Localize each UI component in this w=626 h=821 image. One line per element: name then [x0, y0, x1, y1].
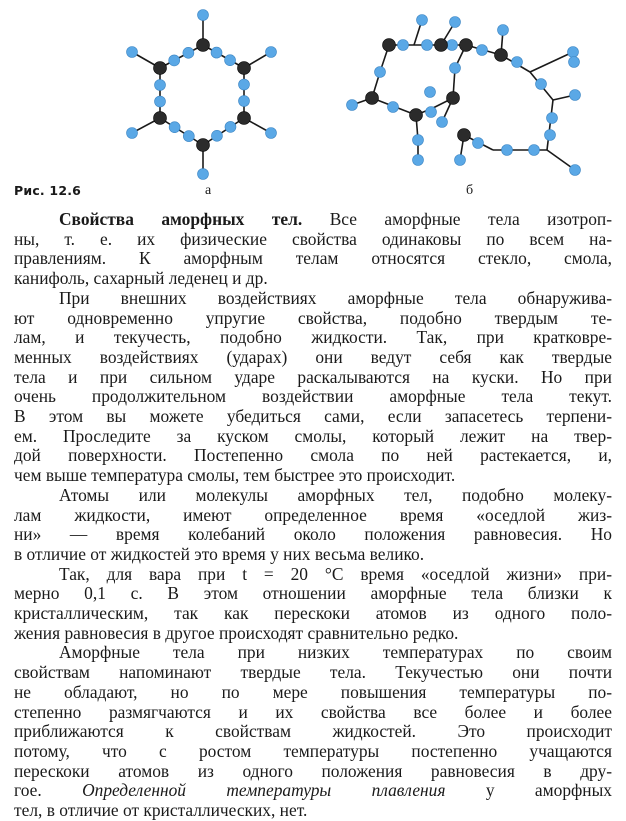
light-atom [512, 57, 523, 68]
text-line [14, 407, 612, 427]
text-line [14, 506, 612, 526]
line-text: в отличие от жидкостей это время у них весьма велико. [14, 543, 425, 564]
line-text: тел, в отличие от кристаллических, нет. [14, 800, 308, 821]
text-line [14, 781, 612, 801]
light-atom [266, 47, 277, 58]
light-atom [127, 47, 138, 58]
dark-atom [154, 112, 167, 125]
light-atom [413, 135, 424, 146]
figure-caption: Рис. 12.6 [14, 183, 82, 198]
dark-atom [447, 92, 460, 105]
light-atom [426, 107, 437, 118]
text-line [14, 742, 612, 762]
bond-line [203, 118, 244, 145]
text-line [14, 230, 612, 250]
light-atom [183, 131, 194, 142]
dark-atom [154, 62, 167, 75]
text-line [14, 368, 612, 388]
light-atom [450, 63, 461, 74]
text-line [14, 269, 612, 289]
molecular-structure-figure [0, 0, 626, 200]
light-atom [266, 128, 277, 139]
light-atom [529, 145, 540, 156]
light-atom [388, 102, 399, 113]
text-line [14, 683, 612, 703]
text-line [14, 328, 612, 348]
light-atom [536, 79, 547, 90]
text-line [14, 427, 612, 447]
dark-atom [495, 49, 508, 62]
light-atom [413, 155, 424, 166]
line-text: Все аморфные тела изотроп- [302, 209, 612, 229]
line-fragment: гое. Определенной температуры плавления [14, 780, 446, 801]
line-text: При внешних воздействиях аморфные тела обнаружива- [59, 287, 612, 308]
dark-atom [197, 139, 210, 152]
light-atom [198, 169, 209, 180]
dark-atom [238, 112, 251, 125]
light-atom [547, 113, 558, 124]
light-atom [211, 130, 222, 141]
light-atom [239, 79, 250, 90]
line-text: потому, что с ростом температуры постепенно учащаются [14, 740, 612, 761]
line-text: дой поверхности. Постепенно смола по ней растекается, и, [14, 445, 612, 466]
dark-atom [197, 39, 210, 52]
line-text: ем. Проследите за куском смолы, который лежит на твер- [14, 425, 612, 446]
dark-atom [366, 92, 379, 105]
text-line [14, 722, 612, 742]
line-text: Аморфные тела при низких температурах по своим [59, 642, 612, 663]
light-atom [437, 117, 448, 128]
light-atom [183, 47, 194, 58]
text-line [14, 289, 612, 309]
text-line [14, 565, 612, 585]
line-text: лам, и текучесть, подобно жидкости. Так, при кратковре- [14, 327, 612, 348]
text-line [14, 525, 612, 545]
bond-line [547, 100, 553, 150]
light-atom [447, 40, 458, 51]
light-atom [127, 128, 138, 139]
text-line [14, 249, 612, 269]
light-atom [569, 57, 580, 68]
line-text: приближаются к свойствам жидкостей. Это происходит [14, 721, 612, 742]
dark-atom [435, 39, 448, 52]
light-atom [198, 10, 209, 21]
light-atom [375, 67, 386, 78]
line-text: мерно 0,1 с. В этом отношении аморфные тела близки к [14, 583, 612, 604]
text-body [14, 210, 612, 821]
light-atom [225, 55, 236, 66]
paragraph [14, 486, 612, 565]
light-atom [398, 40, 409, 51]
text-line [14, 309, 612, 329]
dark-atom [460, 39, 473, 52]
line-text: тела и при сильном ударе раскалываются на куски. Но при [14, 366, 612, 387]
text-line [14, 584, 612, 604]
bond-line [160, 45, 203, 68]
line-text: В этом вы можете убедиться сами, если запасетесь терпени- [14, 406, 612, 427]
light-atom [570, 90, 581, 101]
bond-line [203, 45, 244, 68]
line-text: Так, для вара при t = 20 °С время «оседлой жизни» при- [59, 563, 612, 584]
line-text: ют одновременно упругие свойства, подобно твердым те- [14, 307, 612, 328]
paragraph [14, 643, 612, 820]
line-text: Атомы или молекулы аморфных тел, подобно молеку- [59, 484, 612, 505]
light-atom [169, 55, 180, 66]
italic-term: Определенной температуры плавления [82, 780, 446, 801]
text-line [14, 446, 612, 466]
light-atom [498, 25, 509, 36]
light-atom [155, 80, 166, 91]
bond-line [160, 118, 203, 145]
text-line [14, 663, 612, 683]
text-line [14, 387, 612, 407]
text-line [14, 703, 612, 723]
line-text: менных воздействиях (ударах) они ведут себя как твердые [14, 346, 612, 367]
light-atom [477, 45, 488, 56]
line-text: лам жидкости, имеют определенное время «оседлой жиз- [14, 504, 612, 525]
text-line [14, 762, 612, 782]
line-text: у аморфных [445, 780, 612, 801]
light-atom [545, 130, 556, 141]
line-text: свойствам напоминают твердые тела. Текучестью они почти [14, 662, 612, 683]
light-atom [568, 47, 579, 58]
light-atom [570, 165, 581, 176]
text-line [14, 210, 612, 230]
line-text: ни» — время колебаний около положения равновесия. Но [14, 524, 612, 545]
line-text: чем выше температура смолы, тем быстрее это происходит. [14, 465, 456, 486]
paragraph [14, 210, 612, 289]
line-text: перескоки атомов из одного положения равновесия в дру- [14, 760, 612, 781]
light-atom [422, 40, 433, 51]
line-text: жения равновесия в другое происходят сравнительно редко. [14, 622, 459, 643]
light-atom [347, 100, 358, 111]
light-atom [169, 122, 180, 133]
text-line [14, 545, 612, 565]
line-text: ны, т. е. их физические свойства одинаковы по всем на- [14, 228, 612, 249]
light-atom [425, 87, 436, 98]
text-line [14, 624, 612, 644]
text-line [14, 486, 612, 506]
text-line [14, 643, 612, 663]
dark-atom [410, 109, 423, 122]
line-text: кристаллическим, так как перескоки атомов из одного поло- [14, 603, 612, 624]
dark-atom [238, 62, 251, 75]
line-text: очень продолжительном воздействии аморфные тела текут. [14, 386, 612, 407]
dark-atom [458, 129, 471, 142]
figure-label-b: б [466, 183, 474, 198]
light-atom [211, 47, 222, 58]
line-text: не обладают, но по мере повышения температуры по- [14, 681, 612, 702]
paragraph [14, 289, 612, 486]
light-atom [239, 96, 250, 107]
bond-line [530, 52, 573, 72]
line-text: канифоль, сахарный леденец и др. [14, 268, 268, 289]
section-heading: Свойства аморфных тел. [59, 209, 303, 229]
light-atom [450, 17, 461, 28]
light-atom [502, 145, 513, 156]
text-line [14, 348, 612, 368]
text-line [14, 604, 612, 624]
text-line [14, 801, 612, 821]
line-text: степенно размягчаются и их свойства все более и более [14, 701, 612, 722]
dark-atom [383, 39, 396, 52]
figure-label-a: а [205, 183, 212, 198]
light-atom [225, 121, 236, 132]
line-text: правлениям. К аморфным телам относятся стекло, смола, [14, 248, 612, 269]
light-atom [455, 155, 466, 166]
light-atom [155, 96, 166, 107]
paragraph [14, 565, 612, 644]
text-line [14, 466, 612, 486]
light-atom [417, 15, 428, 26]
light-atom [473, 138, 484, 149]
